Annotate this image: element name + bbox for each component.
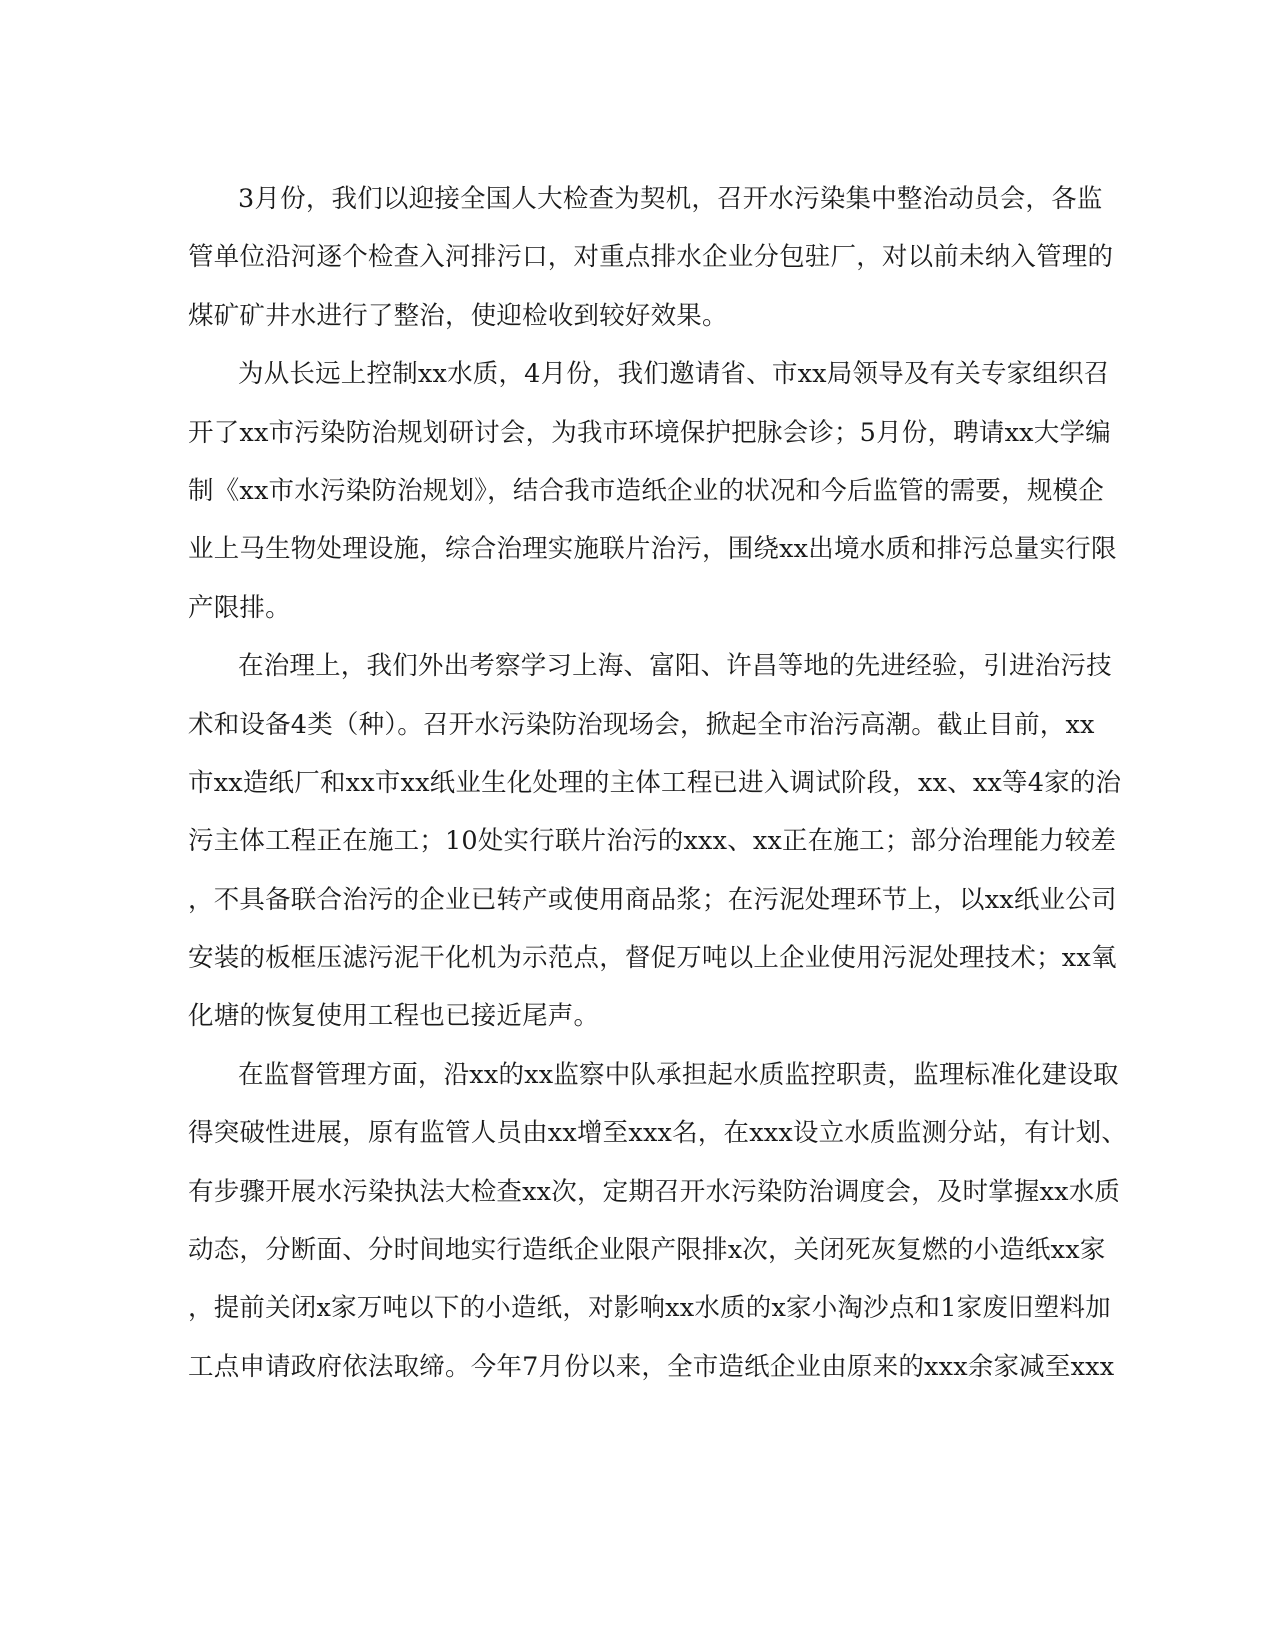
text-line: 在监督管理方面，沿xx的xx监察中队承担起水质监控职责，监理标准化建设取 — [238, 1059, 1119, 1090]
text-line: 煤矿矿井水进行了整治，使迎检收到较好效果。 — [188, 300, 728, 331]
text-line: 产限排。 — [188, 592, 291, 623]
text-line: 3月份，我们以迎接全国人大检查为契机，召开水污染集中整治动员会，各监 — [238, 184, 1103, 214]
text-line: 业上马生物处理设施，综合治理实施联片治污，围绕xx出境水质和排污总量实行限 — [188, 534, 1117, 565]
text-line: 工点申请政府依法取缔。今年7月份以来，全市造纸企业由原来的xxx余家减至xxx — [188, 1351, 1115, 1382]
text-line: 得突破性进展，原有监管人员由xx增至xxx名，在xxx设立水质监测分站，有计划、 — [188, 1118, 1128, 1149]
text-line: 为从长远上控制xx水质，4月份，我们邀请省、市xx局领导及有关专家组织召 — [238, 359, 1110, 390]
text-line: ，不具备联合治污的企业已转产或使用商品浆；在污泥处理环节上，以xx纸业公司 — [188, 884, 1117, 915]
text-line: ，提前关闭x家万吨以下的小造纸，对影响xx水质的x家小淘沙点和1家废旧塑料加 — [188, 1293, 1111, 1324]
text-line: 污主体工程正在施工；10处实行联片治污的xxx、xx正在施工；部分治理能力较差 — [188, 826, 1117, 857]
text-line: 安装的板框压滤污泥干化机为示范点，督促万吨以上企业使用污泥处理技术；xx氧 — [188, 943, 1117, 974]
text-line: 在治理上，我们外出考察学习上海、富阳、许昌等地的先进经验，引进治污技 — [238, 651, 1112, 682]
text-line: 术和设备4类（种）。召开水污染防治现场会，掀起全市治污高潮。截止目前，xx — [188, 709, 1095, 740]
text-line: 化塘的恢复使用工程也已接近尾声。 — [188, 1001, 600, 1032]
text-line: 市xx造纸厂和xx市xx纸业生化处理的主体工程已进入调试阶段，xx、xx等4家的治 — [188, 767, 1122, 798]
text-line: 动态，分断面、分时间地实行造纸企业限产限排x次，关闭死灰复燃的小造纸xx家 — [188, 1235, 1106, 1266]
text-line: 开了xx市污染防治规划研讨会，为我市环境保护把脉会诊；5月份，聘请xx大学编 — [188, 417, 1111, 448]
document-body — [188, 170, 1128, 1396]
text-line: 有步骤开展水污染执法大检查xx次，定期召开水污染防治调度会，及时掌握xx水质 — [188, 1176, 1121, 1207]
text-line: 制《xx市水污染防治规划》，结合我市造纸企业的状况和今后监管的需要，规模企 — [188, 475, 1104, 506]
text-line: 管单位沿河逐个检查入河排污口，对重点排水企业分包驻厂，对以前未纳入管理的 — [188, 242, 1114, 273]
